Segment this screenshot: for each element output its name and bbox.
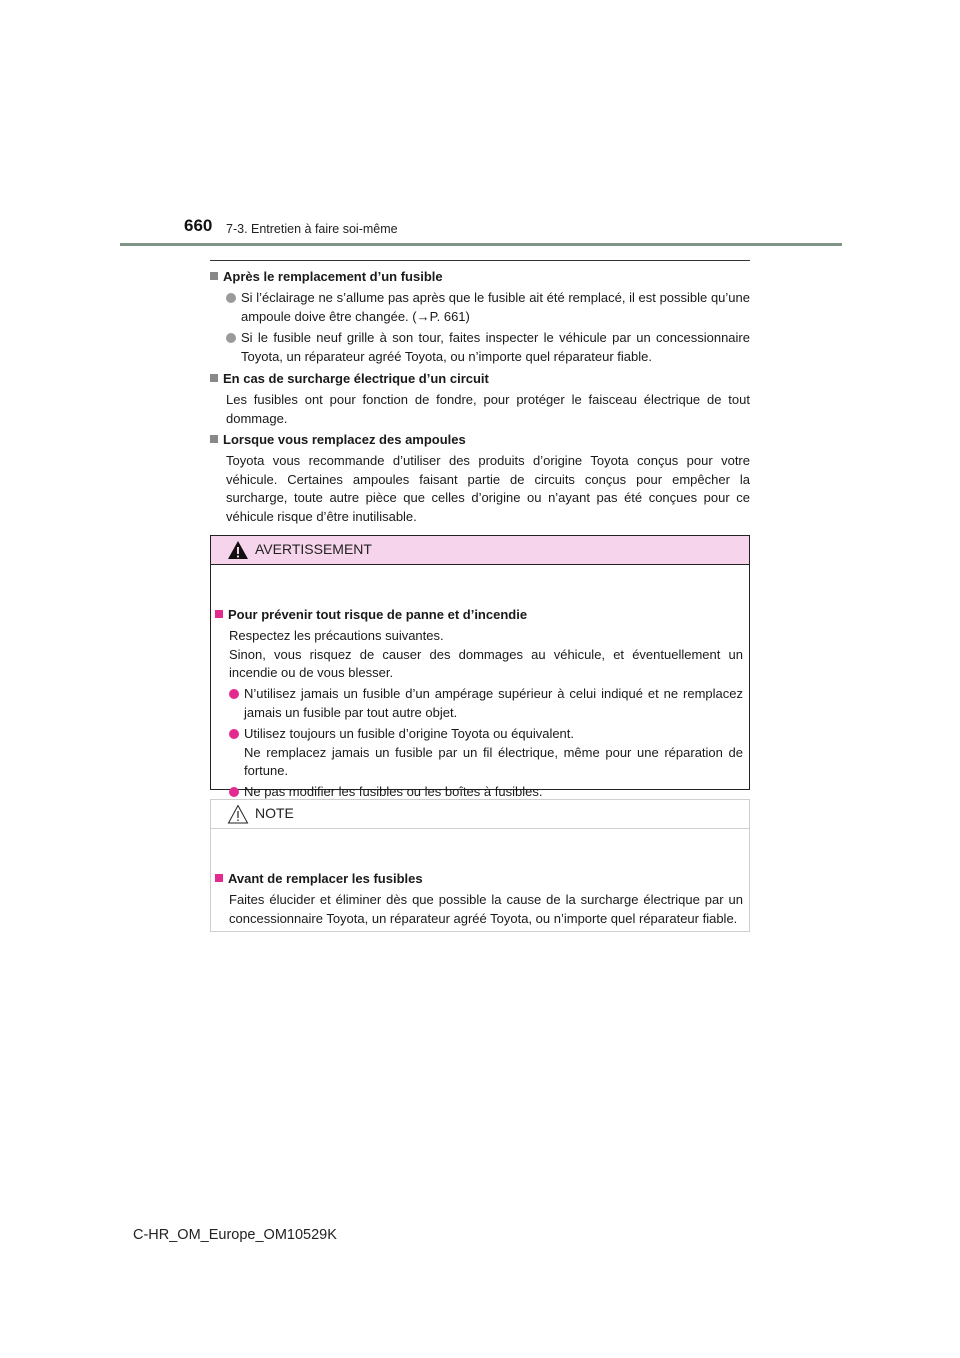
bullet-dot-icon [226,293,236,303]
square-bullet-icon [210,272,218,280]
list-item: Si le fusible neuf grille à son tour, faites inspecter le véhicule par un concessionnaire Toyota, un réparateur agréé Toyota, ou n’importe quel réparateur fiable. [226,329,750,366]
document-code: C-HR_OM_Europe_OM10529K [133,1227,337,1243]
square-bullet-icon [210,435,218,443]
list-item: Ne pas modifier les fusibles ou les boîtes à fusibles. [229,783,743,802]
warning-box [210,535,750,799]
note-header [211,800,749,829]
section-heading: Lorsque vous remplacez des ampoules [210,431,466,450]
caution-outline-icon [227,804,249,824]
note-box [210,799,750,932]
bullet-dot-icon [229,787,239,797]
list-item: Utilisez toujours un fusible d’origine Toyota ou équivalent. Ne remplacez jamais un fusible par un fil électrique, même pour une réparation de fortune. [229,725,743,781]
warning-header [211,536,749,565]
section-heading: Après le remplacement d’un fusible [210,268,443,287]
paragraph: Les fusibles ont pour fonction de fondre, pour protéger le faisceau électrique de tout dommage. [226,392,750,426]
paragraph: Respectez les précautions suivantes. Sinon, vous risquez de causer des dommages au véhicule, et éventuellement un incendie ou de vous blesser. [229,628,743,680]
note-title: NOTE [255,805,294,821]
bullet-dot-icon [226,333,236,343]
paragraph: Faites élucider et éliminer dès que possible la cause de la surcharge électrique par un concessionnaire Toyota, un réparateur agréé Toyota, ou n’importe quel réparateur fiable. [229,892,743,926]
warning-title: AVERTISSEMENT [255,541,372,557]
note-heading: Avant de remplacer les fusibles [215,870,423,889]
warning-heading: Pour prévenir tout risque de panne et d’incendie [215,606,527,625]
square-bullet-icon [215,610,223,618]
content-top-rule [210,260,750,261]
warning-triangle-icon [227,540,249,560]
page-number: 660 [184,216,213,235]
list-item: N’utilisez jamais un fusible d’un ampérage supérieur à celui indiqué et ne remplacez jamais un fusible par tout autre objet. [229,685,743,722]
square-bullet-icon [215,874,223,882]
list-item: Si l’éclairage ne s’allume pas après que le fusible ait été remplacé, il est possible qu’une ampoule doive être changée. (→P. 661) [226,289,750,326]
bullet-dot-icon [229,729,239,739]
section-title: 7-3. Entretien à faire soi-même [226,222,398,236]
square-bullet-icon [210,374,218,382]
section-heading: En cas de surcharge électrique d’un circuit [210,370,489,389]
bullet-dot-icon [229,689,239,699]
header-rule [120,243,842,246]
paragraph: Toyota vous recommande d’utiliser des produits d’origine Toyota conçus pour votre véhicule. Certaines ampoules faisant partie de circuits conçus pour empêcher la surcharge, toute autre pièce que celles d’origine ou n’ayant pas été conçues pour ce véhicule risque d’être inutilisable. [226,453,750,524]
